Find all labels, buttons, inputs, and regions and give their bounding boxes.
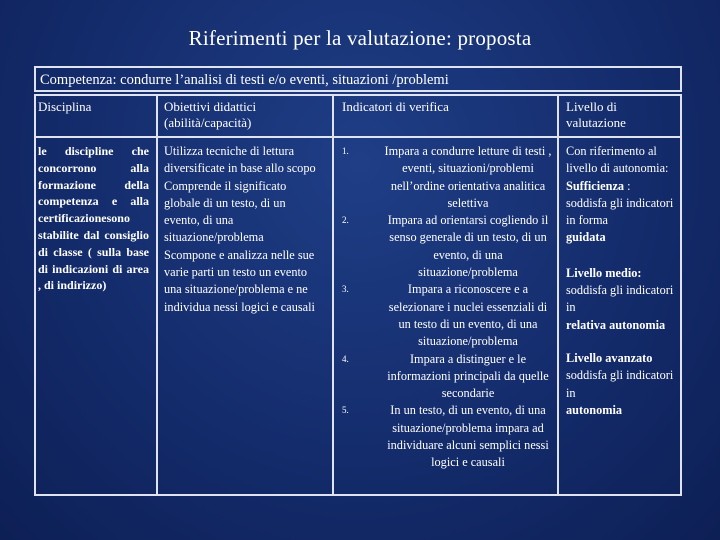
indicatore-text: Impara a condurre letture di testi , eventi, situazioni/problemi nell’ordine orientativa analitica selettiva (384, 144, 552, 210)
avanzato-strong: autonomia (566, 402, 623, 417)
column-divider (156, 96, 158, 494)
indicatore-item (342, 402, 554, 471)
medio-text: soddisfa gli indicatori in (566, 283, 674, 315)
competenza-text: condurre l’analisi di testi e/o eventi, situazioni /problemi (120, 72, 449, 88)
livello-sufficienza (566, 178, 674, 247)
sufficienza-text: soddisfa gli indicatori in forma (566, 195, 674, 228)
livello-intro: Con riferimento al livello di autonomia: (566, 144, 669, 176)
header-obiettivi: Obiettivi didattici (abilità/capacità) (164, 99, 257, 130)
livello-cell (566, 143, 674, 419)
header-divider (36, 136, 680, 138)
indicatore-item (342, 212, 554, 281)
obiettivo-item: Utilizza tecniche di lettura diversificate in base allo scopo (164, 144, 316, 176)
medio-label: Livello medio: (566, 265, 642, 280)
medio-strong: relativa autonomia (566, 317, 666, 332)
header-disciplina: Disciplina (38, 99, 92, 114)
obiettivo-item: Comprende il significato globale di un testo, di un evento, di una situazione/problema (164, 178, 287, 245)
indicatore-item (342, 281, 554, 350)
competenza-label: Competenza: (40, 72, 117, 88)
indicatore-number: 4. (342, 353, 349, 364)
indicatore-number: 5. (342, 405, 349, 416)
page-title: Riferimenti per la valutazione: proposta (188, 26, 532, 50)
indicatore-number: 2. (342, 215, 349, 226)
obiettivi-cell (164, 143, 318, 316)
indicatore-text: In un testo, di un evento, di una situazione/problema impara ad individuare alcuni semplici nessi logici e causali (387, 403, 549, 470)
avanzato-label: Livello avanzato (566, 350, 653, 365)
header-livello: Livello di valutazione (566, 99, 626, 130)
avanzato-text: soddisfa gli indicatori in (566, 368, 674, 400)
column-divider (332, 96, 334, 494)
indicatore-text: Impara ad orientarsi cogliendo il senso generale di un testo, di un evento, di una situazione/problema (387, 213, 549, 280)
disciplina-cell: le discipline che concorrono alla formazione della competenza e alla certificazionesono stabilite dal consiglio di classe ( sulla base di indicazioni di area , di indirizzo) (38, 144, 149, 293)
livello-medio (566, 265, 674, 334)
indicatore-text: Impara a distinguer e le informazioni principali da quelle secondarie (387, 351, 549, 401)
obiettivo-item: Scompone e analizza nelle sue varie parti un testo un evento una situazione/problema e ne individua nessi logici e causali (164, 247, 315, 314)
indicatore-item (342, 143, 554, 212)
header-indicatori: Indicatori di verifica (342, 99, 449, 114)
indicatori-cell (342, 143, 554, 472)
competenza-bar (34, 66, 682, 92)
sufficienza-label: Sufficienza (566, 178, 625, 193)
sufficienza-strong: guidata (566, 230, 606, 245)
indicatore-text: Impara a riconoscere e a selezionare i nuclei essenziali di un testo di un evento, di una situazione/problema (388, 282, 548, 349)
indicatore-number: 3. (342, 284, 349, 295)
indicatore-number: 1. (342, 146, 349, 156)
livello-avanzato (566, 350, 674, 419)
column-divider (557, 96, 559, 494)
sufficienza-colon: : (624, 178, 631, 193)
evaluation-table (34, 94, 682, 496)
indicatore-item (342, 351, 554, 403)
